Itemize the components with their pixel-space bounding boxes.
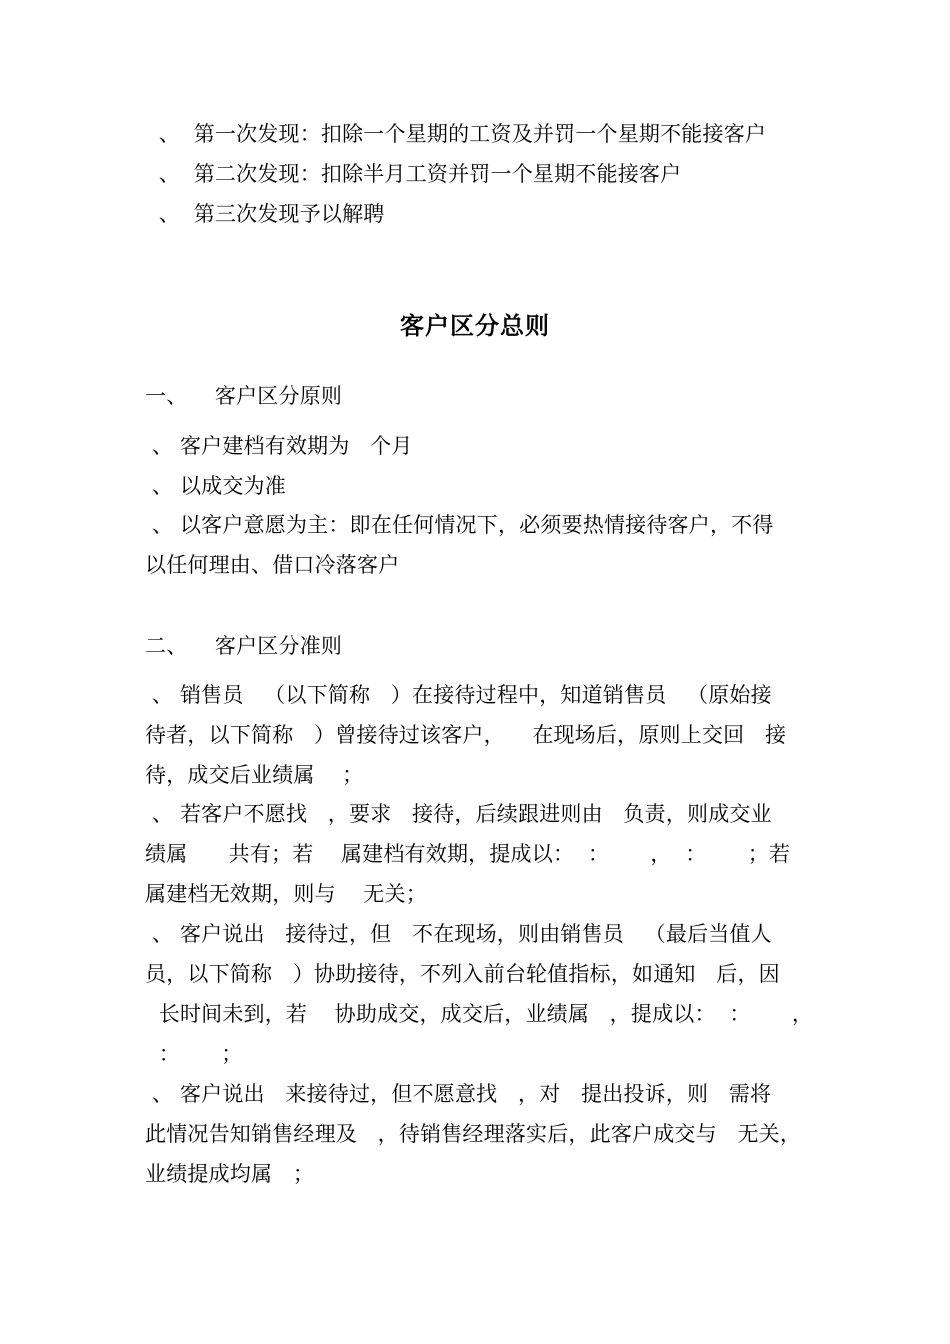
section2-line: 业绩提成均属 ； — [145, 1162, 315, 1186]
section2-line: 员，以下简称 ）协助接待，不列入前台轮值指标，如通知 后，因 — [145, 962, 780, 986]
section2-line: 待者，以下简称 ）曾接待过该客户， 在现场后，原则上交回 接 — [145, 723, 787, 747]
section1-line: 以任何理由、借口冷落客户 — [145, 553, 400, 577]
section1-line: 、 以成交为准 — [145, 474, 286, 498]
section1-line: 、 以客户意愿为主：即在任何情况下，必须要热情接待客户，不得 — [145, 513, 774, 537]
section2-line: 、 若客户不愿找 ，要求 接待，后续跟进则由 负责，则成交业 — [145, 802, 772, 826]
section2-line: 、 客户说出 来接待过，但不愿意找 ，对 提出投诉，则 需将 — [145, 1082, 772, 1106]
section2-line: 属建档无效期，则与 无关； — [145, 882, 427, 906]
section2-line: 、 销售员 （以下简称 ）在接待过程中，知道销售员 （原始接 — [145, 683, 772, 707]
penalty-item-3: 、 第三次发现予以解聘 — [145, 202, 385, 226]
section2-heading: 二、 客户区分准则 — [145, 634, 343, 658]
section2-line: 绩属 共有；若 属建档有效期，提成以： ： ， ： ；若 — [145, 842, 791, 866]
section2-line: 待，成交后业绩属 ； — [145, 763, 364, 787]
document-title: 客户区分总则 — [400, 312, 550, 340]
section1-line: 、 客户建档有效期为 个月 — [145, 434, 413, 458]
section2-line: ： ； — [145, 1042, 243, 1066]
section2-line: 此情况告知销售经理及 ，待销售经理落实后，此客户成交与 无关， — [145, 1122, 802, 1146]
section2-line: 、 客户说出 接待过，但 不在现场，则由销售员 （最后当值人 — [145, 922, 772, 946]
section2-line: 长时间未到，若 协助成交，成交后，业绩属 ，提成以： ： ， — [145, 1002, 814, 1026]
section1-heading: 一、 客户区分原则 — [145, 384, 343, 408]
penalty-item-2: 、 第二次发现：扣除半月工资并罚一个星期不能接客户 — [145, 162, 682, 186]
penalty-item-1: 、 第一次发现：扣除一个星期的工资及并罚一个星期不能接客户 — [145, 122, 767, 146]
